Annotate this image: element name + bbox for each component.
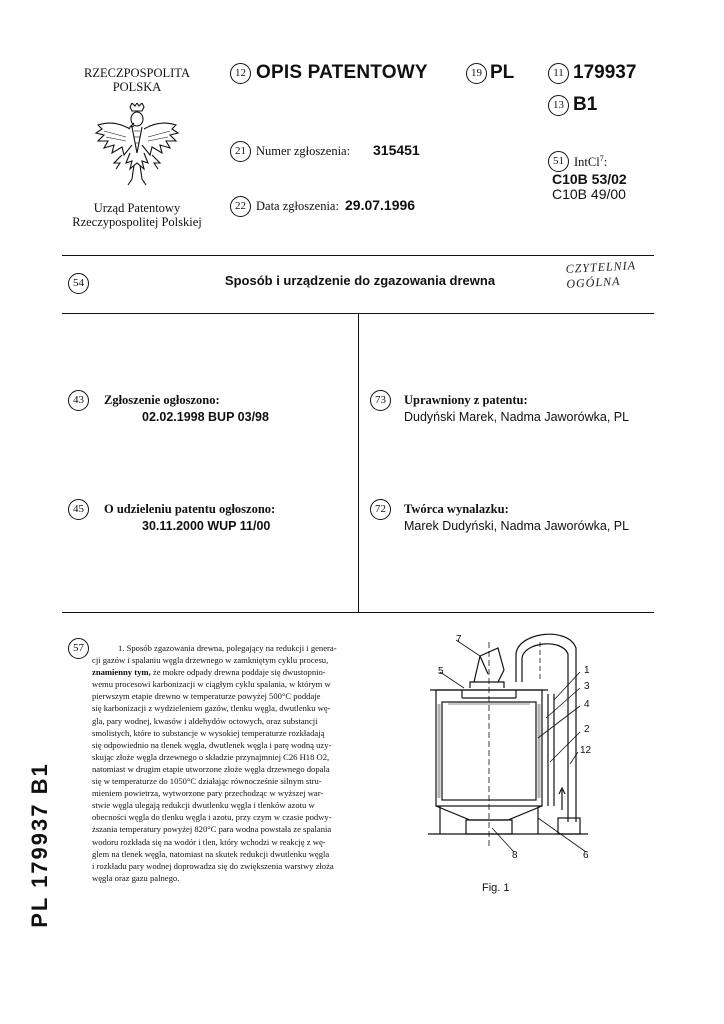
inid-code-12: 12 xyxy=(230,63,251,84)
country-line-2: POLSKA xyxy=(112,80,162,94)
figure-label-1: 1 xyxy=(584,665,590,676)
biblio-bottom-rule xyxy=(62,612,654,613)
patent-office-name xyxy=(50,201,224,229)
patent-number: 179937 xyxy=(573,62,637,83)
intcl-primary: C10B 53/02 xyxy=(552,171,627,187)
country-code: PL xyxy=(490,62,515,83)
abstract-line: stwie węgla ulegają redukcji dwutlenku węgla i tlenków azotu w xyxy=(92,800,315,811)
inid-code-51: 51 xyxy=(548,151,569,172)
inid-code-19: 19 xyxy=(466,63,487,84)
office-line-1: Urząd Patentowy xyxy=(93,201,181,215)
document-type: OPIS PATENTOWY xyxy=(256,62,428,83)
inid-code-72: 72 xyxy=(370,499,391,520)
figure-label-12: 12 xyxy=(580,745,592,756)
abstract-line: i rozkładu pary wodnej doprowadza się do zwiększenia warstwy złoża xyxy=(92,860,334,871)
column-divider xyxy=(358,314,359,612)
title-top-rule xyxy=(62,255,654,256)
filing-date: 29.07.1996 xyxy=(345,197,416,213)
owner-label: Uprawniony z patentu: xyxy=(404,393,528,407)
inid-code-22: 22 xyxy=(230,196,251,217)
abstract-line: natomiast w drugim etapie utworzone złoże węgla drzewnego dopala xyxy=(92,763,330,774)
country-name xyxy=(62,66,212,94)
stamp-line-2: OGÓLNA xyxy=(566,274,621,291)
intcl-secondary: C10B 49/00 xyxy=(552,186,626,202)
abstract-line: pierwszym etapie drewno w temperaturze powyżej 500°C poddaje xyxy=(92,691,321,702)
abstract-line: glem na tlenek węgla, natomiast na skutek redukcji dwutlenku węgla xyxy=(92,848,330,859)
office-line-2: Rzeczypospolitej Polskiej xyxy=(72,215,202,229)
inid-code-73: 73 xyxy=(370,390,391,411)
figure-label-5: 5 xyxy=(438,666,444,677)
figure-label-8: 8 xyxy=(512,850,518,861)
owner-value: Dudyński Marek, Nadma Jaworówka, PL xyxy=(404,410,630,424)
abstract-line: węgla oraz gazu palnego. xyxy=(92,872,180,883)
figure-caption: Fig. 1 xyxy=(482,882,510,894)
intcl-label xyxy=(574,154,607,170)
granted-label: O udzieleniu patentu ogłoszono: xyxy=(104,502,276,516)
abstract-line: wemu procesowi karbonizacji w ciągłym cyklu spalania, w którym w xyxy=(92,679,331,690)
kind-code: B1 xyxy=(573,94,598,115)
side-patent-id: PL 179937 B1 xyxy=(27,762,52,928)
inid-code-57: 57 xyxy=(68,638,89,659)
figure-label-4: 4 xyxy=(584,699,590,710)
abstract-line: skując złoże węgla drzewnego o składzie przynajmniej C26 H18 O2, xyxy=(92,751,330,762)
intcl-text: IntCl xyxy=(574,155,600,170)
abstract-line: cji gazów i spalaniu węgla drzewnego w zamkniętym cyklu procesu, xyxy=(92,655,329,666)
gasifier-drawing xyxy=(418,622,598,872)
intcl-version: 7 xyxy=(599,154,604,163)
abstract-text xyxy=(92,642,378,884)
eagle-emblem-icon xyxy=(92,103,182,191)
figure-label-3: 3 xyxy=(584,681,590,692)
abstract-line: mieniem powietrza, wytworzone pary przechodząc w wyższej war- xyxy=(92,788,324,799)
abstract-keyword: znamienny tym, xyxy=(92,667,151,678)
abstract-line: gla, pary wodnej, kwasów i aldehydów octowych, oraz substancji xyxy=(92,715,318,726)
gas-pipe xyxy=(516,634,576,822)
abstract-line: się w temperaturze do 1050°C działając równocześnie silnym stru- xyxy=(92,776,322,787)
abstract-line: ższania temperatury powyżej 820°C para wodna powstała ze spalania xyxy=(92,824,332,835)
application-number: 315451 xyxy=(373,142,420,158)
abstract-line: znamienny tym, że mokre odpady drewna poddaje się dwustopnio- xyxy=(92,667,326,678)
abstract-line: smolistych, które to substancje w wysokiej temperaturze rozkładają xyxy=(92,727,325,738)
country-line-1: RZECZPOSPOLITA xyxy=(84,66,190,80)
invention-title: Sposób i urządzenie do zgazowania drewna xyxy=(224,273,496,288)
inid-code-45: 45 xyxy=(68,499,89,520)
figure-label-6: 6 xyxy=(583,850,589,861)
filing-date-label: Data zgłoszenia: xyxy=(256,199,339,213)
stamp-line-1: CZYTELNIA xyxy=(565,258,637,276)
inventor-value: Marek Dudyński, Nadma Jaworówka, PL xyxy=(404,519,630,533)
published-label: Zgłoszenie ogłoszono: xyxy=(104,393,220,407)
abstract-line: obecności węgla do tlenku węgla i azotu, przy czym w czasie podwy- xyxy=(92,812,332,823)
inid-code-43: 43 xyxy=(68,390,89,411)
figure-label-2: 2 xyxy=(584,724,590,735)
library-stamp xyxy=(565,258,637,292)
abstract-line: się karbonizacji z wydzieleniem gazów, tlenku węgla, dwutlenku wę- xyxy=(92,703,331,714)
inid-code-54: 54 xyxy=(68,273,89,294)
inid-code-13: 13 xyxy=(548,95,569,116)
figure-label-7: 7 xyxy=(456,634,462,645)
inventor-label: Twórca wynalazku: xyxy=(404,502,509,516)
abstract-line: wodoru rozkłada się na wodór i tlen, który wchodzi w reakcję z wę- xyxy=(92,836,326,847)
inid-code-21: 21 xyxy=(230,141,251,162)
intcl-colon: : xyxy=(603,155,608,170)
abstract-line: się odpowiednio na tlenek węgla, dwutlenek węgla i parę wodną uzy- xyxy=(92,739,332,750)
granted-value: 30.11.2000 WUP 11/00 xyxy=(142,519,271,533)
abstract-line: 1. Sposób zgazowania drewna, polegający na redukcji i genera- xyxy=(118,643,337,653)
application-number-label: Numer zgłoszenia: xyxy=(256,144,351,158)
published-value: 02.02.1998 BUP 03/98 xyxy=(142,410,269,424)
inid-code-11: 11 xyxy=(548,63,569,84)
